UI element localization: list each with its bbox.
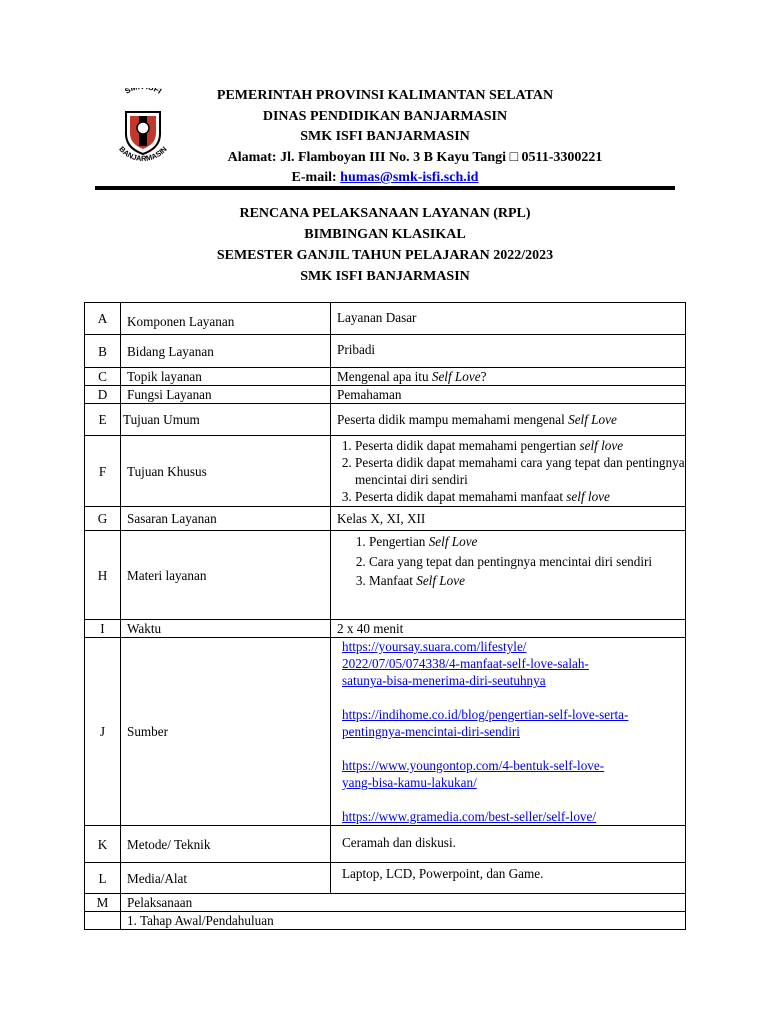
row-value: Pemahaman [331,386,686,404]
row-key: I [85,620,121,638]
table-row [85,335,686,368]
letterhead-divider [95,186,675,190]
row-label: Sumber [121,638,331,826]
row-value: Kelas X, XI, XII [331,507,686,531]
row-key [85,912,121,930]
row-value: Ceramah dan diskusi. [331,826,686,863]
row-key: A [85,303,121,335]
row-label: Sasaran Layanan [121,507,331,531]
row-key: E [85,404,121,436]
row-value [331,531,686,620]
row-label: Tujuan Khusus [121,436,331,507]
list-item: 3. Manfaat Self Love [369,571,685,591]
table-row [85,507,686,531]
row-label: Pelaksanaan [121,894,686,912]
email-label: E-mail: [291,170,341,185]
table-row [85,826,686,863]
school-address: Alamat: Jl. Flamboyan III No. 3 B Kayu Tangi □ 0511-3300221 [227,149,603,165]
table-row [85,894,686,912]
source-link[interactable]: https://www.gramedia.com/best-seller/self-love/ [342,809,597,824]
row-label: Bidang Layanan [121,335,331,368]
table-row [85,638,686,826]
table-row [85,531,686,620]
list-item: 3. Peserta didik dapat memahami manfaat self love [355,488,685,505]
row-key: J [85,638,121,826]
source-link[interactable]: https://www.youngontop.com/4-bentuk-self-love- yang-bisa-kamu-lakukan/ [342,758,605,790]
list-item: 2. Peserta didik dapat memahami cara yang tepat dan pentingnya mencintai diri sendiri [355,454,685,488]
email-link[interactable]: humas@smk-isfi.sch.id [340,170,479,185]
row-label: Fungsi Layanan [121,386,331,404]
title-line-2: BIMBINGAN KLASIKAL [304,227,466,242]
goal-text: Peserta didik mampu memahami mengenal [337,412,569,427]
table-row [85,436,686,507]
document-title [100,203,670,287]
step-label: 1. Tahap Awal/Pendahuluan [121,912,686,930]
row-label: Materi layanan [121,531,331,620]
row-value [331,368,686,386]
topic-suffix: ? [480,369,487,384]
row-label: Waktu [121,620,331,638]
table-row [85,863,686,894]
list-item: 1. Pengertian Self Love [369,532,685,552]
table-row [85,404,686,436]
row-key: K [85,826,121,863]
title-line-4: SMK ISFI BANJARMASIN [300,269,470,284]
row-label: Topik layanan [121,368,331,386]
row-key: D [85,386,121,404]
letterhead [150,86,620,189]
row-value: Pribadi [331,335,686,368]
row-key: G [85,507,121,531]
logo-top-text: S FI [123,88,164,96]
topic-italic: Self Love [431,369,481,384]
row-label: Komponen Layanan [121,303,331,335]
row-key: M [85,894,121,912]
row-key: H [85,531,121,620]
table-row [85,912,686,930]
material-list [347,532,685,591]
row-value [331,436,686,507]
source-link[interactable]: https://indihome.co.id/blog/pengertian-self-love-serta- pentingnya-mencintai-diri-sendiri [342,707,629,739]
school-name: SMK ISFI BANJARMASIN [300,129,470,144]
logo-bottom-text: BANJARMASIN [117,144,169,164]
topic-text: Mengenal apa itu [337,369,432,384]
goal-italic: Self Love [568,412,617,427]
table-row [85,620,686,638]
row-key: F [85,436,121,507]
table-row [85,386,686,404]
table-row [85,303,686,335]
title-line-3: SEMESTER GANJIL TAHUN PELAJARAN 2022/2023 [216,248,554,263]
table-row [85,368,686,386]
row-label: Metode/ Teknik [121,826,331,863]
list-item: 1. Peserta didik dapat memahami pengertian self love [355,437,685,454]
row-key: C [85,368,121,386]
government-name: PEMERINTAH PROVINSI KALIMANTAN SELATAN [216,88,554,103]
source-link[interactable]: https://yoursay.suara.com/lifestyle/ 2022/07/05/074338/4-manfaat-self-love-salah- satunya-bisa-menerima-diri-seutuhnya [342,639,589,688]
row-value: 2 x 40 menit [331,620,686,638]
specific-goals-list [333,437,685,505]
row-label: Tujuan Umum [121,404,331,436]
list-item: 2. Cara yang tepat dan pentingnya mencintai diri sendiri [369,552,685,572]
row-value [331,638,686,826]
row-value: Layanan Dasar [331,303,686,335]
row-key: B [85,335,121,368]
row-key: L [85,863,121,894]
title-line-1: RENCANA PELAKSANAAN LAYANAN (RPL) [239,206,531,221]
row-value: Laptop, LCD, Powerpoint, dan Game. [331,863,686,894]
row-label: Media/Alat [121,863,331,894]
row-value [331,404,686,436]
department-name: DINAS PENDIDIKAN BANJARMASIN [262,108,508,124]
rpl-table [84,302,686,930]
